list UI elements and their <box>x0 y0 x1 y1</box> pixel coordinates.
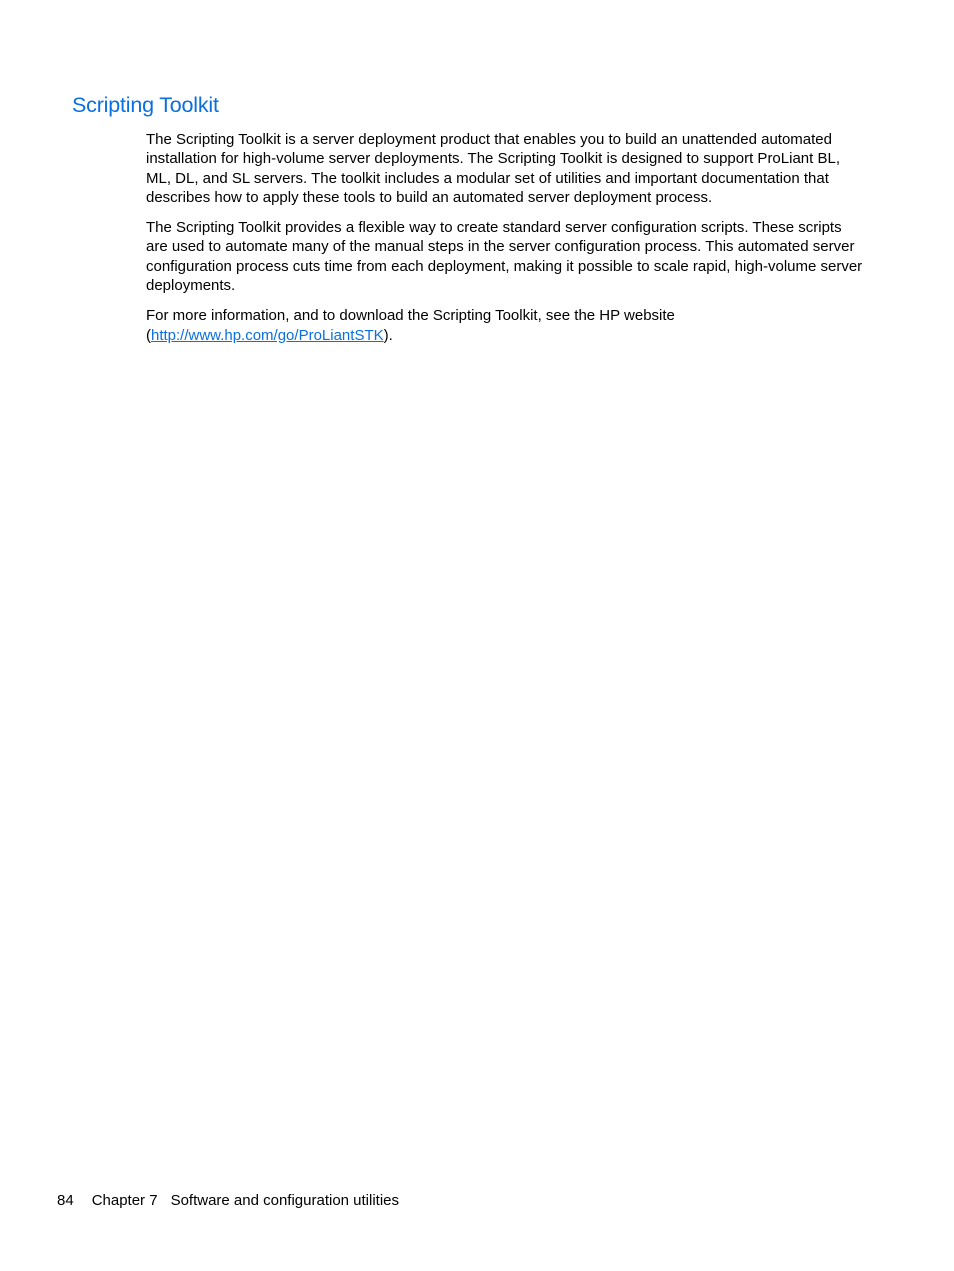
more-info-prefix: For more information, and to download the Scripting Toolkit, see the HP website ( <box>146 307 675 344</box>
page-number: 84 <box>57 1192 74 1209</box>
footer-section: Software and configuration utilities <box>170 1192 400 1209</box>
paragraph-intro: The Scripting Toolkit is a server deployment product that enables you to build an unattended automated installation for high-volume server deployments. The Scripting Toolkit is designed to support ProLiant BL, ML, DL, and SL servers. The toolkit includes a modular set of utilities and important documentation that describes how to apply these tools to build an automated server deployment process. <box>146 131 840 206</box>
footer-chapter: Chapter 7 <box>91 1192 158 1209</box>
proliant-stk-link[interactable]: http://www.hp.com/go/ProLiantSTK <box>151 326 384 344</box>
section-body <box>146 130 866 356</box>
paragraph-more-info <box>146 306 866 345</box>
section-title: Scripting Toolkit <box>72 93 219 117</box>
paragraph-scripts: The Scripting Toolkit provides a flexible way to create standard server configuration scripts. These scripts are used to automate many of the manual steps in the server configuration process. This automated server configuration process cuts time from each deployment, making it possible to scale rapid, high-volume server deployments. <box>146 219 863 295</box>
page-footer <box>57 1191 399 1211</box>
more-info-suffix: ). <box>383 326 393 344</box>
